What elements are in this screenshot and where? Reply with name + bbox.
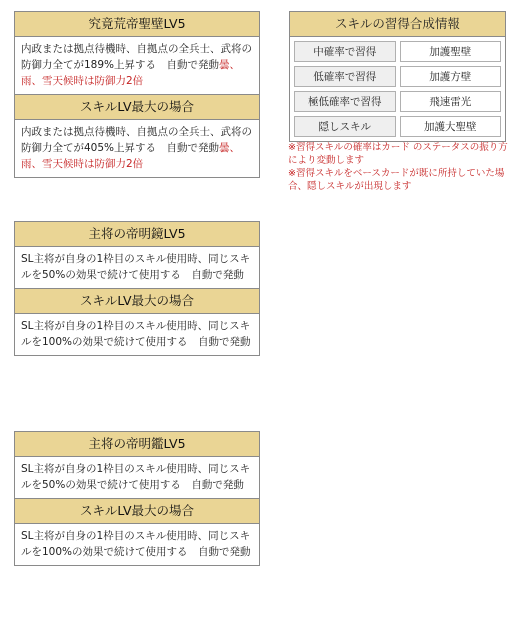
- weather-bonus-text: 曇、雨、雪天候時は防御力2倍: [21, 59, 241, 87]
- table-row: [294, 116, 501, 137]
- max-level-description: SL主将が自身の1枠目のスキル使用時、同じスキルを100%の効果で続けて使用する 自動で発動: [21, 530, 251, 558]
- skill-title: 究竟荒帝聖壁LV5: [15, 12, 259, 37]
- note-probability: ※習得スキルの確率はカード のステータスの振り方により変動します: [288, 142, 508, 166]
- note-hidden-skill: ※習得スキルをベースカードが既に所持していた場合、隠しスキルが出現します: [288, 168, 505, 192]
- max-level-title: スキルLV最大の場合: [15, 289, 259, 314]
- table-row: [294, 91, 501, 112]
- skill-description: SL主将が自身の1枠目のスキル使用時、同じスキルを50%の効果で続けて使用する 自動で発動: [15, 247, 259, 289]
- skill-name: 加護聖壁: [400, 41, 502, 62]
- skill-effect-text: 内政または拠点待機時、自拠点の全兵士、武将の防御力全てが405%上昇する 自動で発動: [21, 126, 252, 154]
- skill-acquisition-panel: [289, 11, 506, 142]
- probability-label: 極低確率で習得: [294, 91, 396, 112]
- skill-card-seiheki: [14, 11, 260, 178]
- skill-card-meikan: [14, 431, 260, 566]
- skill-description: SL主将が自身の1枠目のスキル使用時、同じスキルを50%の効果で続けて使用する 自動で発動: [15, 457, 259, 499]
- probability-label: 低確率で習得: [294, 66, 396, 87]
- max-level-title: スキルLV最大の場合: [15, 499, 259, 524]
- weather-bonus-text: 曇、雨、雪天候時は防御力2倍: [21, 142, 241, 170]
- skill-name: 飛速雷光: [400, 91, 502, 112]
- skill-effect-text: 内政または拠点待機時、自拠点の全兵士、武将の防御力全てが189%上昇する 自動で発動: [21, 43, 252, 71]
- skill-name: 加護大聖壁: [400, 116, 502, 137]
- skill-title: 主将の帝明鏡LV5: [15, 222, 259, 247]
- skill-description: [15, 37, 259, 95]
- skill-name: 加護方壁: [400, 66, 502, 87]
- skill-card-meikyo: [14, 221, 260, 356]
- probability-label: 隠しスキル: [294, 116, 396, 137]
- table-row: [294, 41, 501, 62]
- acquisition-table: [290, 37, 505, 141]
- skill-title: 主将の帝明鑑LV5: [15, 432, 259, 457]
- table-row: [294, 66, 501, 87]
- probability-label: 中確率で習得: [294, 41, 396, 62]
- acquisition-notes: [288, 141, 510, 193]
- max-level-title: スキルLV最大の場合: [15, 95, 259, 120]
- max-level-description: [15, 120, 259, 177]
- max-level-description: SL主将が自身の1枠目のスキル使用時、同じスキルを100%の効果で続けて使用する 自動で発動: [21, 320, 251, 348]
- panel-title: スキルの習得合成情報: [290, 12, 505, 37]
